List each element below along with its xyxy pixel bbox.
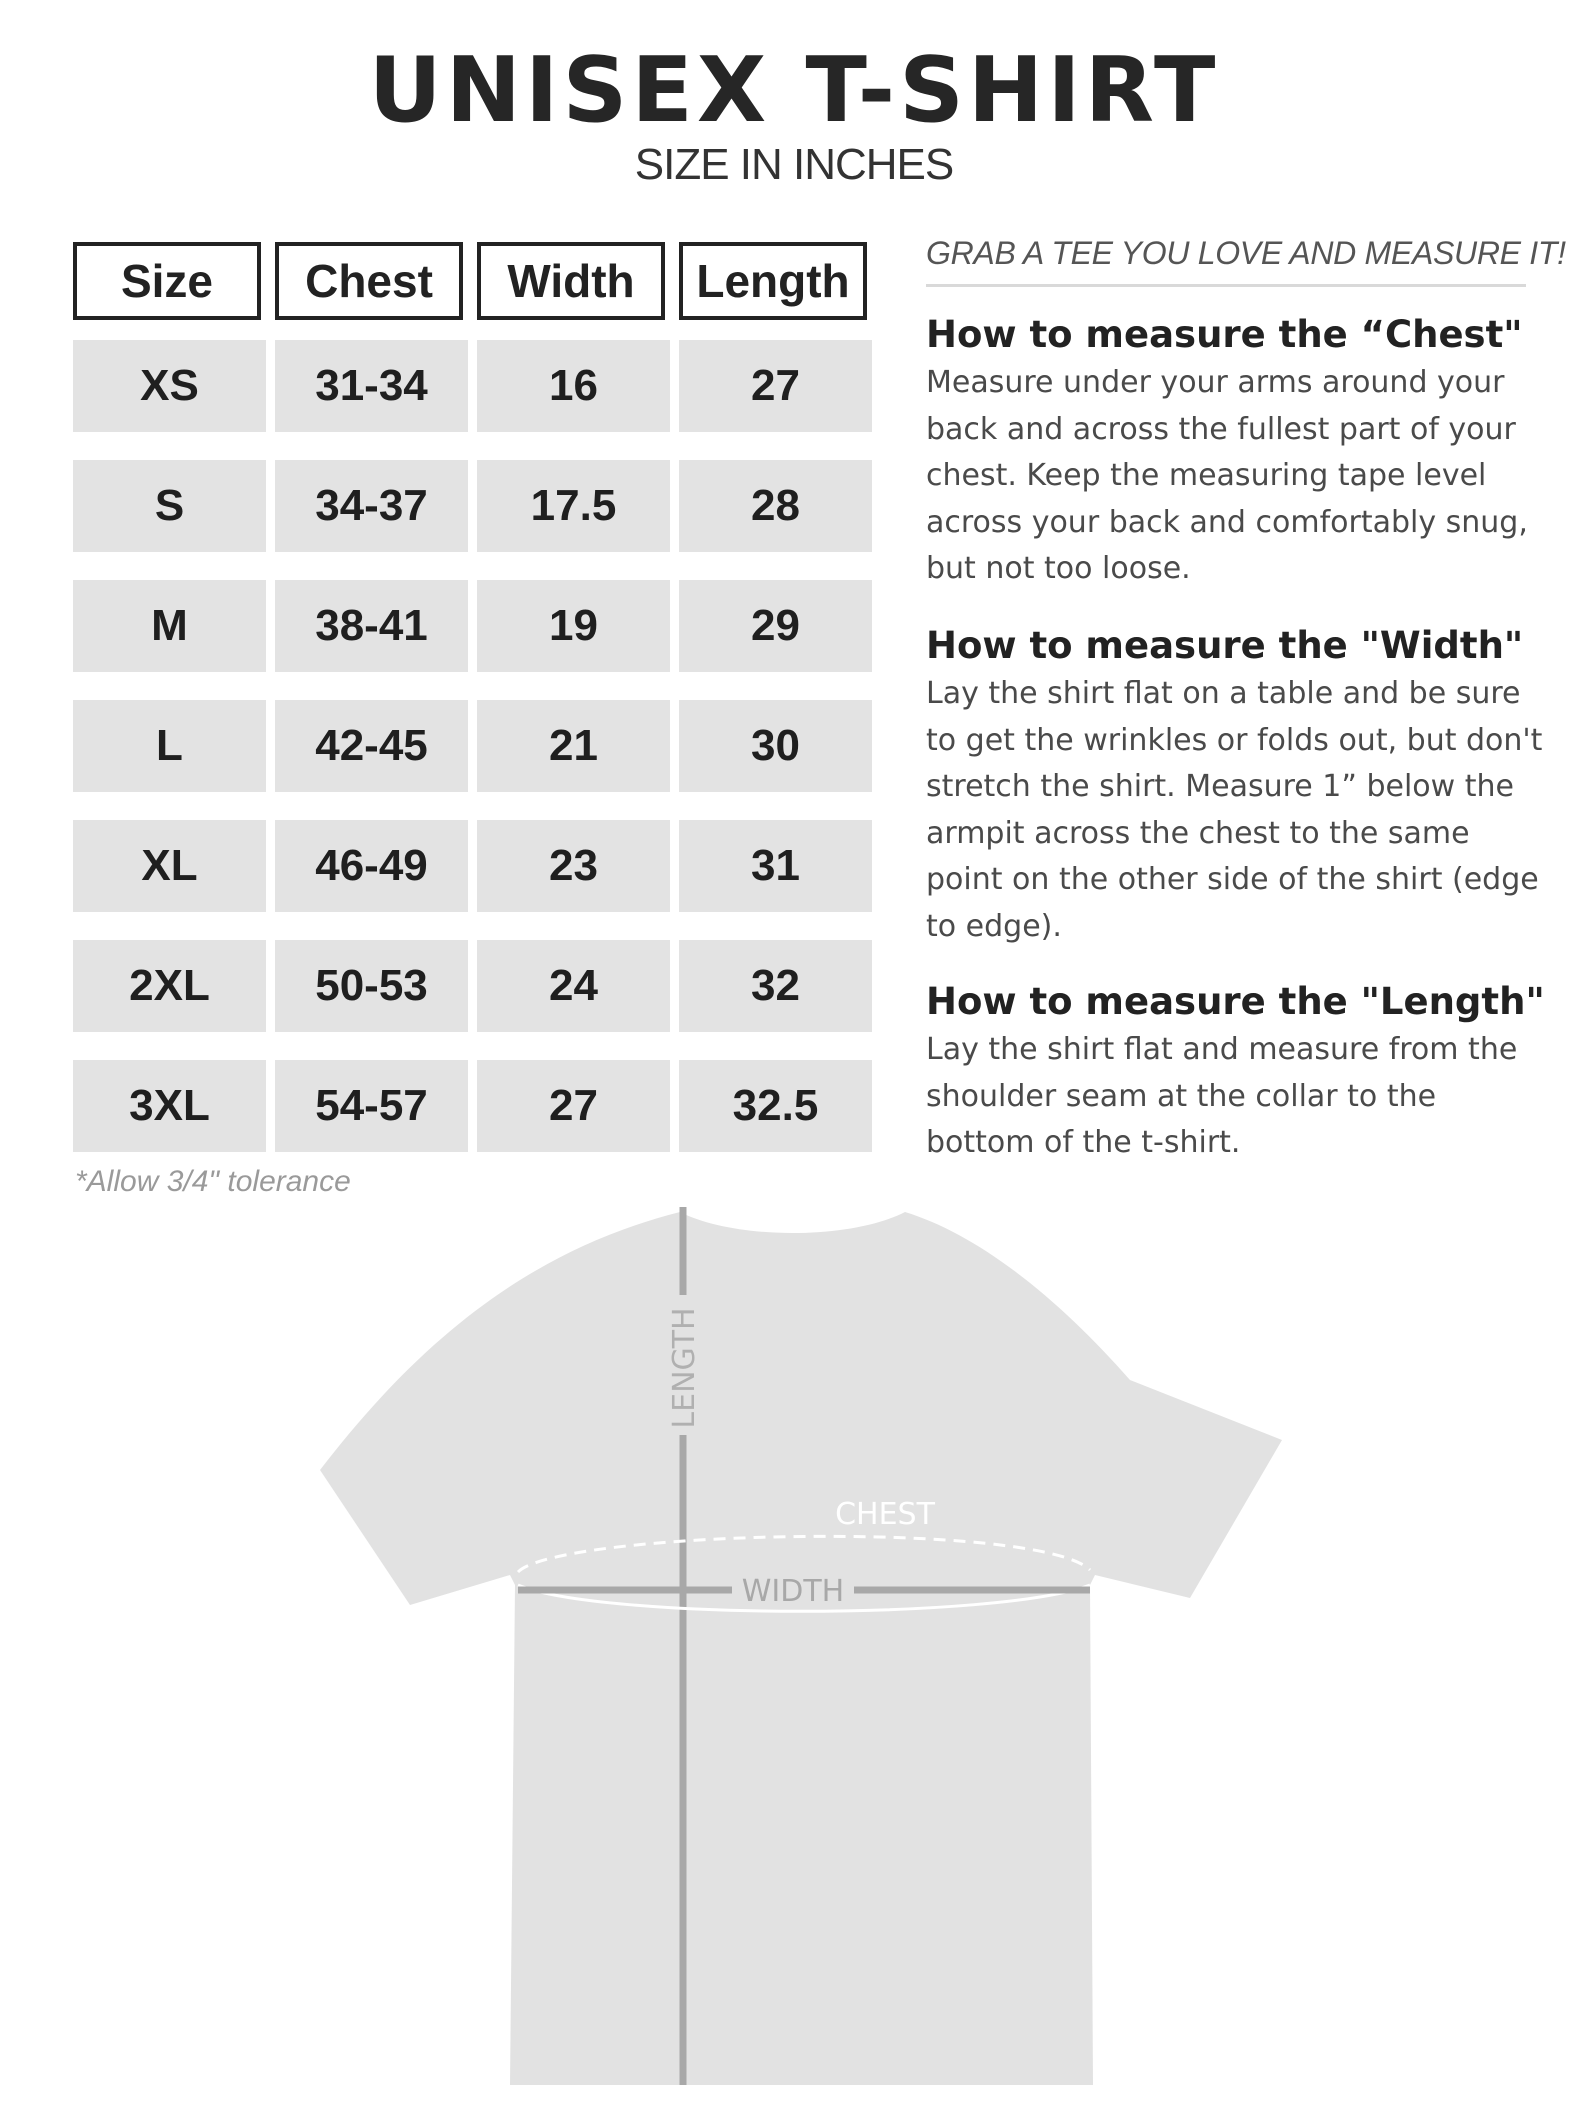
cell-length: 32 xyxy=(679,940,872,1032)
cell-chest: 38-41 xyxy=(275,580,468,672)
measuring-guide xyxy=(926,235,1566,1160)
cell-length: 27 xyxy=(679,340,872,432)
cell-size: 2XL xyxy=(73,940,266,1032)
table-row xyxy=(73,1060,873,1152)
cell-size: 3XL xyxy=(73,1060,266,1152)
cell-length: 29 xyxy=(679,580,872,672)
cell-width: 17.5 xyxy=(477,460,670,552)
cell-size: XS xyxy=(73,340,266,432)
cell-length: 32.5 xyxy=(679,1060,872,1152)
table-row xyxy=(73,340,873,432)
column-header-size: Size xyxy=(73,242,261,320)
page-subtitle: SIZE IN INCHES xyxy=(634,140,954,189)
column-header-width: Width xyxy=(477,242,665,320)
length-label: LENGTH xyxy=(667,1307,702,1429)
table-row xyxy=(73,940,873,1032)
cell-size: XL xyxy=(73,820,266,912)
table-row xyxy=(73,580,873,672)
width-label: WIDTH xyxy=(741,1574,845,1609)
cell-chest: 54-57 xyxy=(275,1060,468,1152)
guide-section-chest xyxy=(926,313,1546,593)
cell-size: L xyxy=(73,700,266,792)
cell-width: 23 xyxy=(477,820,670,912)
cell-chest: 50-53 xyxy=(275,940,468,1032)
cell-chest: 31-34 xyxy=(275,340,468,432)
cell-width: 19 xyxy=(477,580,670,672)
guide-section-width xyxy=(926,624,1546,950)
cell-length: 31 xyxy=(679,820,872,912)
cell-size: M xyxy=(73,580,266,672)
section-body: Measure under your arms around your back and across the fullest part of your chest. Keep the measuring tape level across your back and comfortably snug, but not too loose. xyxy=(926,365,1528,586)
section-title: How to measure the "Width" xyxy=(926,624,1524,667)
column-header-length: Length xyxy=(679,242,867,320)
tshirt-diagram xyxy=(0,1190,1588,2118)
section-title: How to measure the "Length" xyxy=(926,980,1545,1023)
cell-size: S xyxy=(73,460,266,552)
cell-width: 21 xyxy=(477,700,670,792)
table-row xyxy=(73,820,873,912)
cell-width: 27 xyxy=(477,1060,670,1152)
size-table xyxy=(73,242,873,1130)
guide-section-length xyxy=(926,980,1546,1167)
cell-chest: 46-49 xyxy=(275,820,468,912)
chest-label: CHEST xyxy=(835,1497,935,1532)
section-body: Lay the shirt flat and measure from the shoulder seam at the collar to the bottom of the t-shirt. xyxy=(926,1032,1518,1160)
table-header-row xyxy=(73,242,873,324)
cell-chest: 42-45 xyxy=(275,700,468,792)
table-row xyxy=(73,700,873,792)
section-title: How to measure the “Chest" xyxy=(926,313,1523,356)
cell-chest: 34-37 xyxy=(275,460,468,552)
tolerance-note: *Allow 3/4" tolerance xyxy=(75,1165,351,1198)
table-row xyxy=(73,460,873,552)
page-title: UNISEX T-SHIRT xyxy=(368,38,1220,143)
cell-width: 16 xyxy=(477,340,670,432)
section-body: Lay the shirt flat on a table and be sure to get the wrinkles or folds out, but don't stretch the shirt. Measure 1” below the armpit across the chest to the same point on the other side of the shirt (edge to edge). xyxy=(926,676,1543,944)
cell-length: 30 xyxy=(679,700,872,792)
cell-length: 28 xyxy=(679,460,872,552)
cell-width: 24 xyxy=(477,940,670,1032)
guide-heading: GRAB A TEE YOU LOVE AND MEASURE IT! xyxy=(926,235,1526,287)
column-header-chest: Chest xyxy=(275,242,463,320)
tshirt-shape xyxy=(320,1212,1282,2085)
